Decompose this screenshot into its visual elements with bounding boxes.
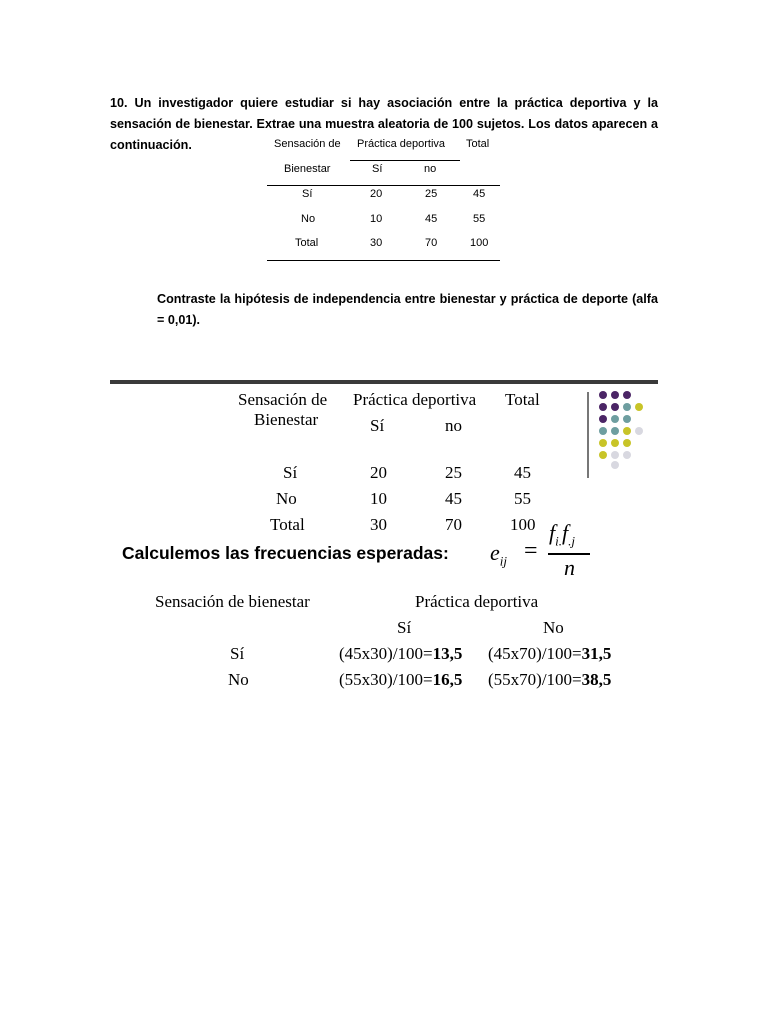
slide-cell: 20 — [370, 463, 387, 482]
slide-cell: 10 — [370, 489, 387, 508]
slide-cell: 45 — [445, 489, 462, 508]
slide-cell: 30 — [370, 515, 387, 534]
expected-cell: (45x30)/100=13,5 — [339, 644, 463, 663]
expected-row-label: No — [228, 670, 249, 689]
table-cell: 45 — [425, 213, 438, 225]
expected-frequencies-heading: Calculemos las frecuencias esperadas: — [122, 543, 449, 563]
expected-sub-si: Sí — [397, 618, 412, 637]
table-cell: 100 — [470, 237, 489, 249]
table-group-underline — [350, 160, 460, 161]
table-cell: 45 — [473, 188, 486, 200]
table-cell: 10 — [370, 213, 383, 225]
slide-row-label: Sí — [283, 463, 298, 482]
table-row-label: No — [301, 213, 316, 225]
table-sub-si: Sí — [372, 163, 383, 175]
slide-divider — [587, 392, 589, 478]
slide-row-label: Total — [270, 515, 305, 534]
expected-row-label: Sí — [230, 644, 245, 663]
problem-statement: 10. Un investigador quiere estudiar si hay asociación entre la práctica deportiva y la sensación de bienestar. Extrae una muestra aleatoria de 100 sujetos. Los datos aparecen a continuación. — [110, 96, 658, 152]
slide-cell: 45 — [514, 463, 531, 482]
expected-header-practica: Práctica deportiva — [415, 592, 539, 611]
table-row-label: Total — [295, 237, 319, 249]
slide-cell: 55 — [514, 489, 531, 508]
table-cell: 20 — [370, 188, 383, 200]
table-header-total: Total — [466, 138, 490, 150]
slide-top-bar — [110, 380, 658, 384]
slide-header-sensacion: Sensación de — [238, 390, 328, 409]
table-header-bienestar: Bienestar — [284, 163, 331, 175]
slide-cell: 100 — [510, 515, 536, 534]
slide-header-total: Total — [505, 390, 540, 409]
expected-frequency-formula — [488, 520, 598, 580]
slide-sub-si: Sí — [370, 416, 385, 435]
table-cell: 55 — [473, 213, 486, 225]
expected-sub-no: No — [543, 618, 564, 637]
slide-header-practica: Práctica deportiva — [353, 390, 477, 409]
table-cell: 30 — [370, 237, 383, 249]
table-row-label: Sí — [302, 188, 313, 200]
formula-numerator: $f_{i.}f_{.j}$ — [549, 520, 575, 549]
table-bottom-rule — [267, 260, 500, 261]
expected-header-sensacion: Sensación de bienestar — [155, 592, 310, 611]
formula-denominator: n — [564, 555, 575, 580]
slide-row-label: No — [276, 489, 297, 508]
expected-cell: (55x70)/100=38,5 — [488, 670, 612, 689]
table-header-rule — [267, 185, 500, 186]
formula-lhs: $e_{ij}$ — [490, 540, 507, 569]
slide-header-bienestar: Bienestar — [254, 410, 319, 429]
table-cell: 25 — [425, 188, 438, 200]
table-header-sensacion: Sensación de — [274, 138, 341, 150]
expected-cell: (45x70)/100=31,5 — [488, 644, 612, 663]
table-header-practica: Práctica deportiva — [357, 138, 446, 150]
slide-cell: 25 — [445, 463, 462, 482]
table-cell: 70 — [425, 237, 438, 249]
table-sub-no: no — [424, 163, 437, 175]
slide-cell: 70 — [445, 515, 462, 534]
expected-cell: (55x30)/100=16,5 — [339, 670, 463, 689]
formula-equals: = — [524, 538, 538, 564]
question-text: Contraste la hipótesis de independencia entre bienestar y práctica de deporte (alfa = 0,01). — [157, 292, 658, 327]
slide-sub-no: no — [445, 416, 462, 435]
